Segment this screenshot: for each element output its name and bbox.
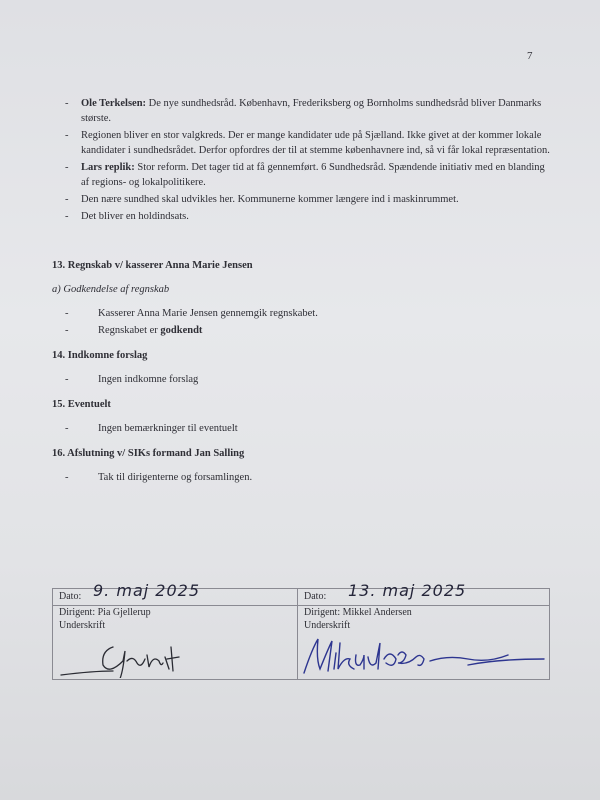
bullet-text: De nye sundhedsråd. København, Frederiksberg og Bornholms sundhedsråd bliver Danmarks største. bbox=[81, 98, 542, 124]
list-item bbox=[52, 192, 552, 207]
section-heading-15: 15. Eventuelt bbox=[52, 399, 111, 410]
section-14-bullets bbox=[52, 372, 552, 387]
list-item bbox=[52, 160, 552, 190]
list-item bbox=[52, 96, 552, 126]
signature-cell-left bbox=[53, 581, 298, 679]
bullet-text: Den nære sundhed skal udvikles her. Kommunerne kommer længere ind i maskinrummet. bbox=[81, 194, 459, 205]
list-item bbox=[52, 209, 552, 224]
speaker-name: Lars replik: bbox=[81, 162, 135, 173]
handwritten-date: 13. maj 2025 bbox=[348, 581, 467, 600]
bold-text: godkendt bbox=[160, 325, 203, 336]
list-item bbox=[52, 372, 552, 387]
underskrift-label: Underskrift bbox=[304, 620, 351, 631]
section-heading-16: 16. Afslutning v/ SIKs formand Jan Salling bbox=[52, 448, 245, 459]
date-row bbox=[298, 581, 549, 606]
bullet-text: Regionen bliver en stor valgkreds. Der er mange kandidater ude på Sjælland. Ikke givet at der kommer lokale kandidater i sundhedsrådet. Derfor opfordres der til at stemme københavnere ind, så vi får lokal repræsentation. bbox=[81, 130, 550, 156]
speaker-name: Ole Terkelsen: bbox=[81, 98, 147, 109]
section-13-bullets bbox=[52, 306, 552, 338]
section-heading-14: 14. Indkomne forslag bbox=[52, 350, 148, 361]
handwritten-date: 9. maj 2025 bbox=[93, 581, 200, 600]
bullet-text: Regnskabet er bbox=[98, 325, 161, 336]
bullet-text: Det bliver en holdindsats. bbox=[81, 211, 189, 222]
signature-cell-right bbox=[298, 581, 549, 679]
bullet-text: Tak til dirigenterne og forsamlingen. bbox=[98, 472, 253, 483]
list-item bbox=[52, 470, 552, 485]
signature-image bbox=[298, 629, 548, 679]
bullet-text: Ingen bemærkninger til eventuelt bbox=[98, 423, 238, 434]
dirigent-label: Dirigent: Pia Gjellerup bbox=[59, 607, 151, 618]
signature-table bbox=[52, 581, 550, 680]
list-item bbox=[52, 323, 552, 338]
discussion-bullets bbox=[52, 96, 552, 224]
section-16-bullets bbox=[52, 470, 552, 485]
bullet-text: Ingen indkomne forslag bbox=[98, 374, 199, 385]
underskrift-label: Underskrift bbox=[59, 620, 106, 631]
dirigent-label: Dirigent: Mikkel Andersen bbox=[304, 607, 412, 618]
date-label: Dato: bbox=[304, 591, 327, 602]
list-item bbox=[52, 128, 552, 158]
bullet-text: Kasserer Anna Marie Jensen gennemgik regnskabet. bbox=[98, 308, 318, 319]
date-label: Dato: bbox=[59, 591, 82, 602]
bullet-text: Stor reform. Det tager tid at få gennemført. 6 Sundhedsråd. Spændende initiativ med en blanding af regions- og lokalpolitikere. bbox=[81, 162, 545, 188]
section-15-bullets bbox=[52, 421, 552, 436]
date-row bbox=[53, 581, 297, 606]
page-number: 7 bbox=[527, 50, 533, 62]
section-heading-13: 13. Regnskab v/ kasserer Anna Marie Jensen bbox=[52, 260, 253, 271]
signature-image bbox=[53, 633, 183, 678]
subsection-heading: a) Godkendelse af regnskab bbox=[52, 284, 170, 295]
document-body bbox=[52, 96, 552, 485]
list-item bbox=[52, 421, 552, 436]
list-item bbox=[52, 306, 552, 321]
